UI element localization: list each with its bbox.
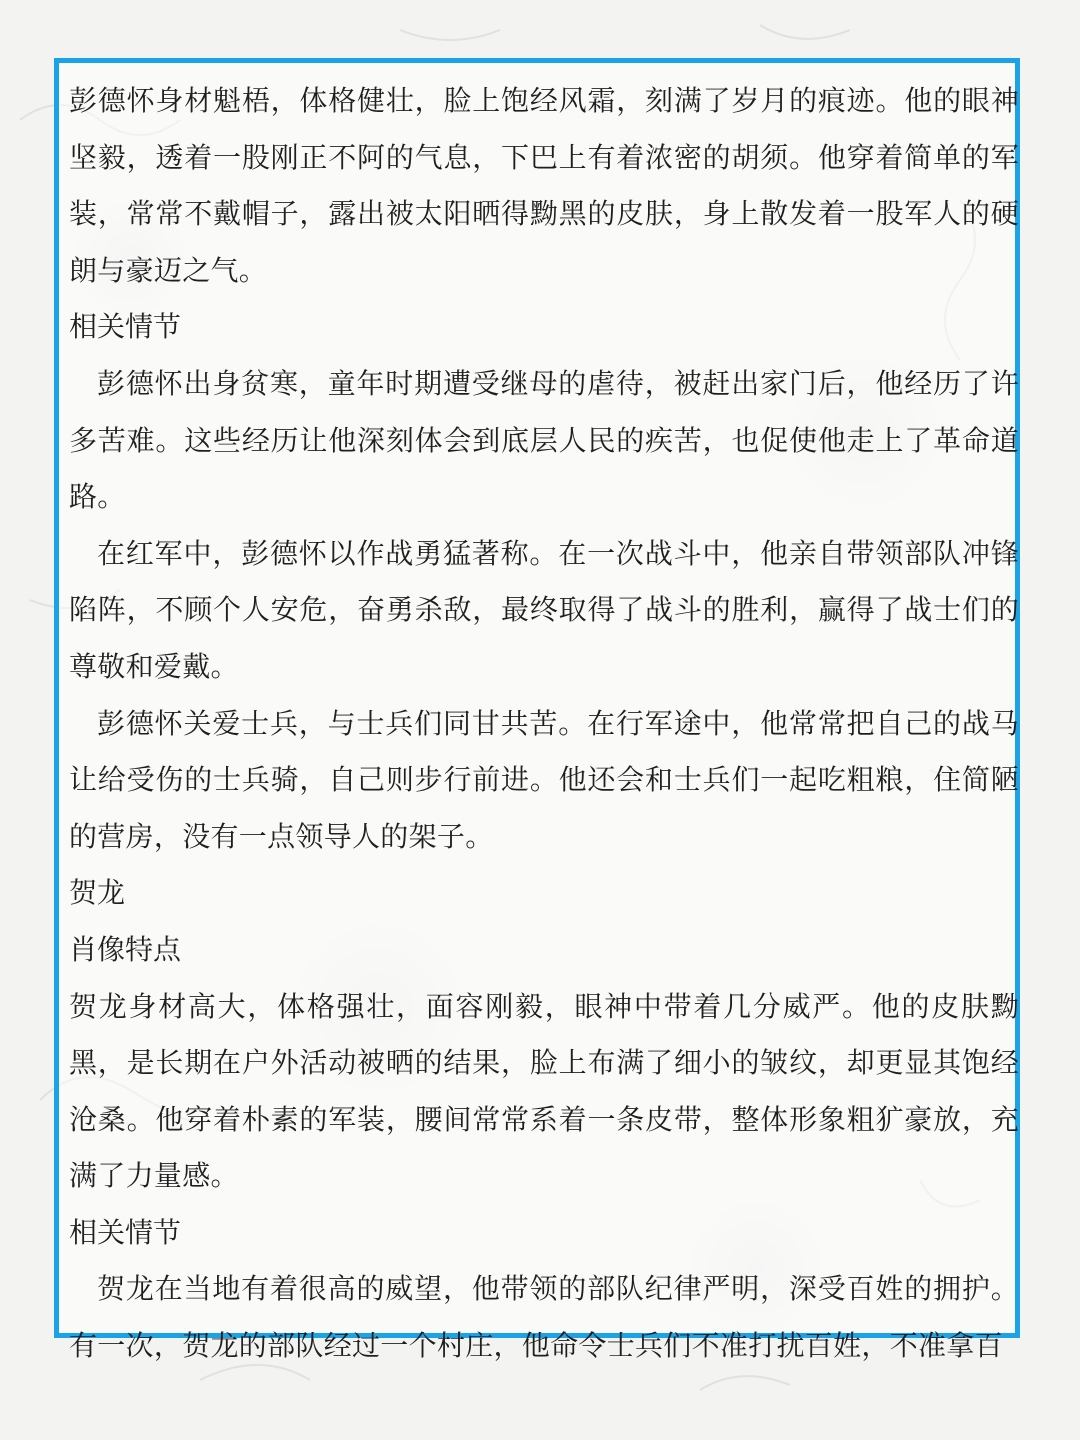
document-body (69, 73, 1019, 1375)
paragraph: 彭德怀关爱士兵，与士兵们同甘共苦。在行军途中，他常常把自己的战马让给受伤的士兵骑，自己则步行前进。他还会和士兵们一起吃粗粮，住简陋的营房，没有一点领导人的架子。 (69, 706, 1019, 853)
section-heading: 肖像特点 (69, 932, 182, 966)
paragraph: 彭德怀出身贫寒，童年时期遭受继母的虐待，被赶出家门后，他经历了许多苦难。这些经历让他深刻体会到底层人民的疾苦，也促使他走上了革命道路。 (69, 366, 1019, 514)
section-heading: 相关情节 (69, 310, 182, 344)
section-heading: 贺龙 (69, 876, 126, 910)
section-heading: 相关情节 (69, 1215, 182, 1249)
paragraph: 彭德怀身材魁梧，体格健壮，脸上饱经风霜，刻满了岁月的痕迹。他的眼神坚毅，透着一股刚正不阿的气息，下巴上有着浓密的胡须。他穿着简单的军装，常常不戴帽子，露出被太阳晒得黝黑的皮肤，身上散发着一股军人的硬朗与豪迈之气。 (69, 84, 1019, 287)
paragraph: 在红军中，彭德怀以作战勇猛著称。在一次战斗中，他亲自带领部队冲锋陷阵，不顾个人安危，奋勇杀敌，最终取得了战斗的胜利，赢得了战士们的尊敬和爱戴。 (69, 536, 1019, 683)
paragraph: 贺龙身材高大，体格强壮，面容刚毅，眼神中带着几分威严。他的皮肤黝黑，是长期在户外活动被晒的结果，脸上布满了细小的皱纹，却更显其饱经沧桑。他穿着朴素的军装，腰间常常系着一条皮带，整体形象粗犷豪放，充满了力量感。 (69, 989, 1019, 1193)
paragraph: 贺龙在当地有着很高的威望，他带领的部队纪律严明，深受百姓的拥护。有一次，贺龙的部队经过一个村庄，他命令士兵们不准打扰百姓，不准拿百 (69, 1272, 1019, 1363)
content-frame (54, 58, 1020, 1363)
